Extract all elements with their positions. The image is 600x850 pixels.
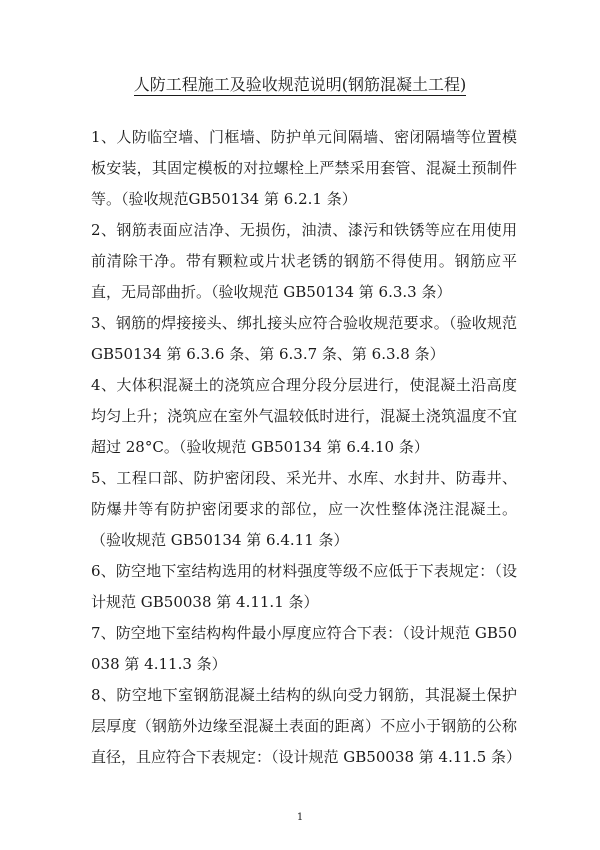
paragraph-2: 2、钢筋表面应洁净、无损伤，油渍、漆污和铁锈等应在用使用前清除干净。带有颗粒或片状老锈的钢筋不得使用。钢筋应平直，无局部曲折。（验收规范 GB50134 第 6.3.3 条）: [91, 221, 517, 301]
document-title: [0, 74, 600, 96]
paragraph-4: 4、大体积混凝土的浇筑应合理分段分层进行，使混凝土沿高度均匀上升；浇筑应在室外气温较低时进行，混凝土浇筑温度不宜超过 28°C。（验收规范 GB50134 第 6.4.10 条）: [91, 376, 517, 456]
paragraph-5: 5、工程口部、防护密闭段、采光井、水库、水封井、防毒井、防爆井等有防护密闭要求的部位，应一次性整体浇注混凝土。（验收规范 GB50134 第 6.4.11 条）: [91, 469, 517, 549]
document-body: [91, 122, 522, 773]
paragraph-3: 3、钢筋的焊接接头、绑扎接头应符合验收规范要求。（验收规范 GB50134 第 6.3.6 条、第 6.3.7 条、第 6.3.8 条）: [91, 314, 517, 363]
paragraph-7: 7、防空地下室结构构件最小厚度应符合下表：（设计规范 GB50038 第 4.11.3 条）: [91, 624, 517, 673]
paragraph-1: 1、人防临空墙、门框墙、防护单元间隔墙、密闭隔墙等位置模板安装，其固定模板的对拉螺栓上严禁采用套管、混凝土预制件等。（验收规范GB50134 第 6.2.1 条）: [91, 128, 517, 208]
document-title-text: 人防工程施工及验收规范说明(钢筋混凝土工程): [133, 75, 467, 94]
paragraph-8: 8、防空地下室钢筋混凝土结构的纵向受力钢筋，其混凝土保护层厚度（钢筋外边缘至混凝土表面的距离）不应小于钢筋的公称直径，且应符合下表规定：（设计规范 GB50038 第 4.11.5 条）: [91, 686, 522, 766]
page-number: 1: [296, 812, 304, 823]
paragraph-6: 6、防空地下室结构选用的材料强度等级不应低于下表规定：（设计规范 GB50038 第 4.11.1 条）: [91, 562, 517, 611]
